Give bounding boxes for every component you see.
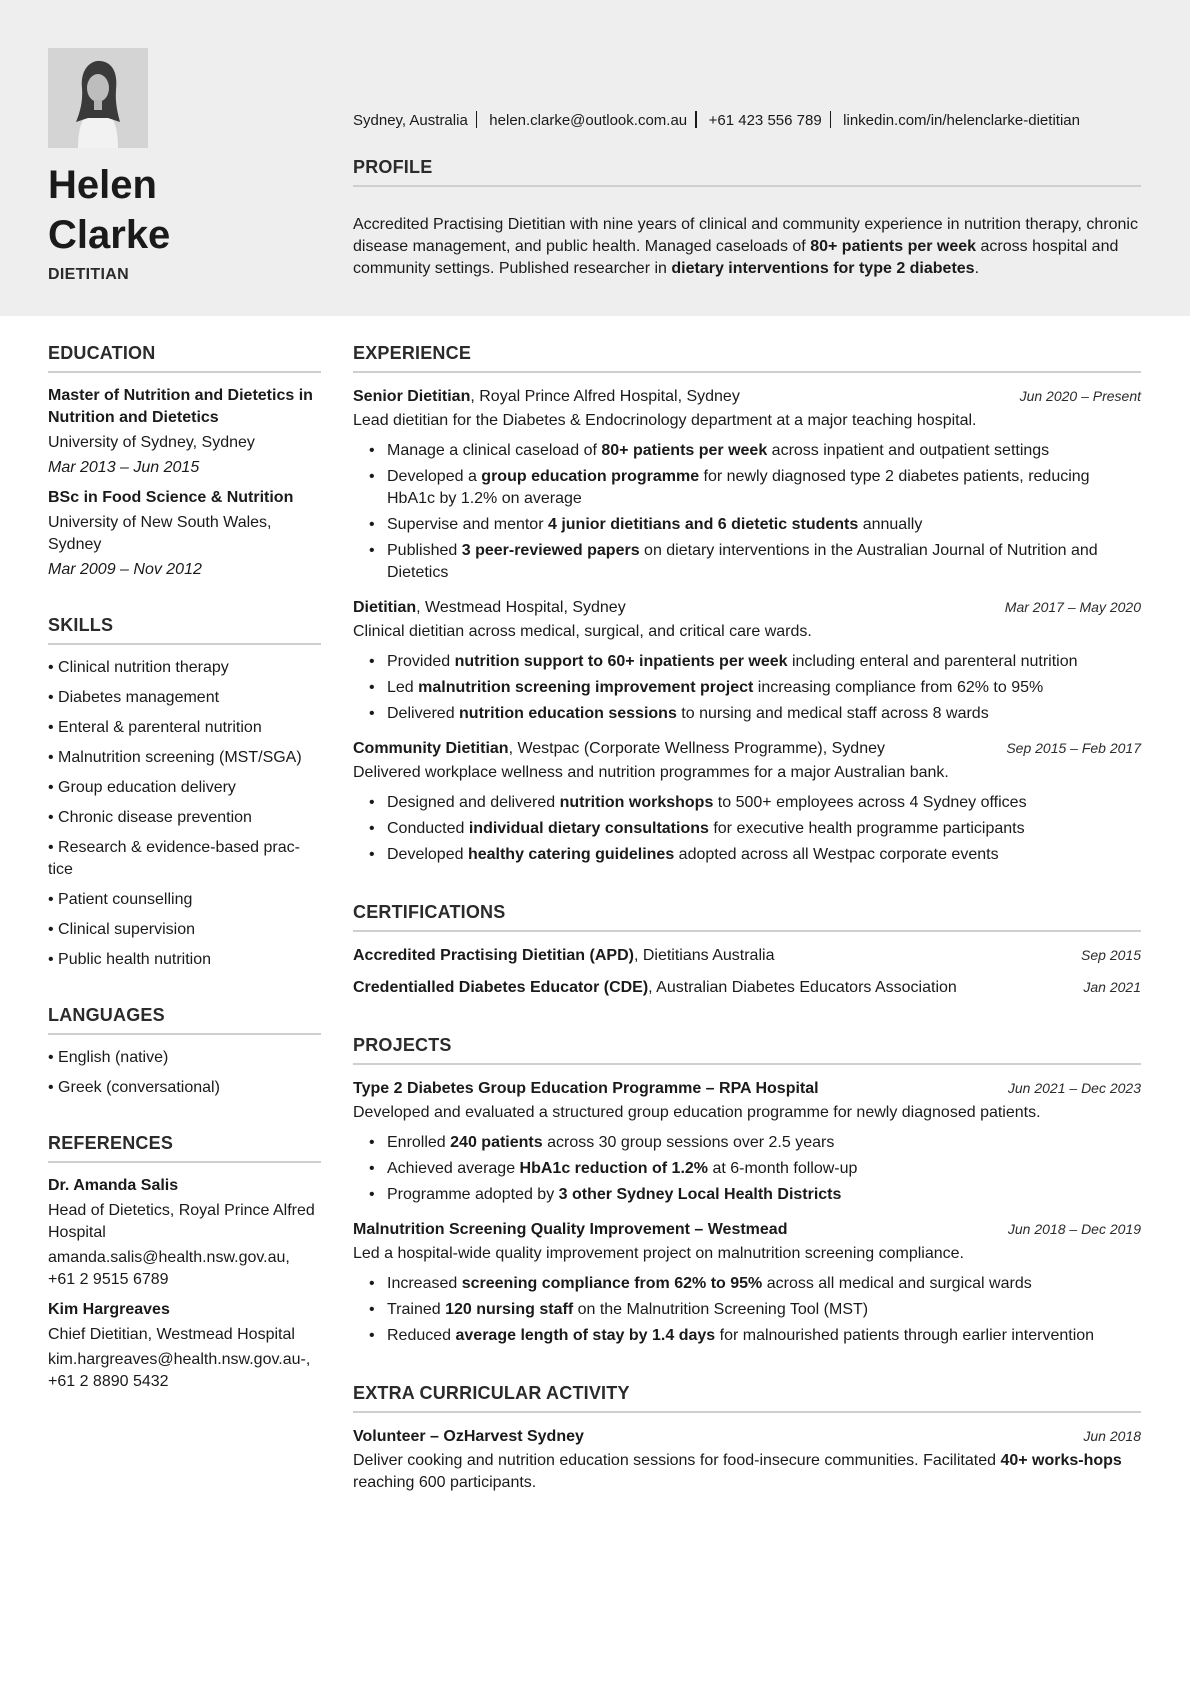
certification-item: Credentialled Diabetes Educator (CDE), Australian Diabetes Educators Association Jan 2021 [353, 976, 1141, 999]
language-item: • Greek (conversational) [48, 1079, 220, 1096]
project-entry [353, 1218, 1141, 1347]
candidate-name [48, 160, 308, 260]
list-item: • Conducted individual dietary consultations for executive health programme participants [369, 818, 1141, 840]
education-section [48, 343, 321, 581]
project-description: Developed and evaluated a structured group education programme for newly diagnosed patients. [353, 1104, 1041, 1121]
certifications-section [353, 902, 1141, 999]
list-item: • Provided nutrition support to 60+ inpatients per week including enteral and parenteral nutrition [369, 651, 1141, 673]
list-item: • Increased screening compliance from 62% to 95% across all medical and surgical wards [369, 1273, 1141, 1295]
list-item: • Manage a clinical caseload of 80+ patients per week across inpatient and outpatient settings [369, 440, 1141, 462]
cert-date: Sep 2015 [1081, 947, 1141, 963]
section-title: LANGUAGES [48, 1005, 321, 1035]
project-title: Malnutrition Screening Quality Improvement – Westmead [353, 1221, 788, 1238]
job-entry [353, 385, 1141, 584]
skill-item: • Research & evidence-based prac-tice [48, 839, 300, 878]
left-column [48, 343, 321, 1427]
degree: Master of Nutrition and Dietetics in Nutrition and Dietetics [48, 387, 313, 426]
profile-section [353, 157, 1141, 280]
skill-item: • Clinical supervision [48, 921, 195, 938]
list-item: • Developed a group education programme for newly diagnosed type 2 diabetes patients, reducing HbA1c by 1.2% on average [369, 466, 1141, 510]
list-item: • Programme adopted by 3 other Sydney Local Health Districts [369, 1184, 1141, 1206]
date: Mar 2013 – Jun 2015 [48, 459, 200, 476]
job-heading: Dietitian, Westmead Hospital, Sydney [353, 599, 626, 616]
job-entry [353, 737, 1141, 866]
degree: BSc in Food Science & Nutrition [48, 489, 294, 506]
languages-list [48, 1047, 321, 1099]
skill-item: • Malnutrition screening (MST/SGA) [48, 749, 302, 766]
list-item: • Developed healthy catering guidelines adopted across all Westpac corporate events [369, 844, 1141, 866]
job-date: Mar 2017 – May 2020 [1004, 599, 1141, 615]
first-name: Helen [48, 163, 157, 207]
reference-contact[interactable]: kim.hargreaves@health.nsw.gov.au-, +61 2 8890 5432 [48, 1351, 311, 1390]
divider [476, 111, 478, 128]
job-date: Jun 2020 – Present [1019, 388, 1141, 404]
job-description: Clinical dietitian across medical, surgical, and critical care wards. [353, 623, 812, 640]
reference-name: Kim Hargreaves [48, 1301, 170, 1318]
section-title: PROJECTS [353, 1035, 1141, 1065]
reference-position: Chief Dietitian, Westmead Hospital [48, 1326, 295, 1343]
language-item: • English (native) [48, 1049, 169, 1066]
list-item: • Delivered nutrition education sessions to nursing and medical staff across 8 wards [369, 703, 1141, 725]
divider [695, 111, 697, 128]
resume-header [0, 0, 1190, 316]
projects-section [353, 1035, 1141, 1347]
reference-name: Dr. Amanda Salis [48, 1177, 179, 1194]
project-bullets [353, 1132, 1141, 1206]
education-item [48, 487, 321, 581]
skill-item: • Patient counselling [48, 891, 193, 908]
reference-position: Head of Dietetics, Royal Prince Alfred Hospital [48, 1202, 315, 1241]
list-item: • Trained 120 nursing staff on the Malnutrition Screening Tool (MST) [369, 1299, 1141, 1321]
list-item: • Published 3 peer-reviewed papers on dietary interventions in the Australian Journal of Nutrition and Dietetics [369, 540, 1141, 584]
activity-title: Volunteer – OzHarvest Sydney [353, 1428, 584, 1445]
section-title: SKILLS [48, 615, 321, 645]
education-item [48, 385, 321, 479]
activity-entry [353, 1425, 1141, 1494]
section-title: EDUCATION [48, 343, 321, 373]
job-date: Sep 2015 – Feb 2017 [1006, 740, 1141, 756]
date: Mar 2009 – Nov 2012 [48, 561, 202, 578]
certification-item: Accredited Practising Dietitian (APD), Dietitians Australia Sep 2015 [353, 944, 1141, 967]
divider [830, 111, 832, 128]
skill-item: • Enteral & parenteral nutrition [48, 719, 262, 736]
extra-curricular-section [353, 1383, 1141, 1494]
job-bullets [353, 792, 1141, 866]
list-item: • Reduced average length of stay by 1.4 days for malnourished patients through earlier intervention [369, 1325, 1141, 1347]
job-heading: Senior Dietitian, Royal Prince Alfred Hospital, Sydney [353, 388, 740, 405]
skill-item: • Public health nutrition [48, 951, 212, 968]
last-name: Clarke [48, 213, 171, 257]
person-photo-icon [48, 48, 148, 148]
section-title: EXPERIENCE [353, 343, 1141, 373]
contact-phone[interactable]: +61 423 556 789 [708, 112, 822, 129]
project-date: Jun 2021 – Dec 2023 [1007, 1080, 1141, 1096]
contact-bar [353, 111, 1080, 129]
languages-section [48, 1005, 321, 1099]
section-title: REFERENCES [48, 1133, 321, 1163]
section-title: PROFILE [353, 157, 1141, 187]
list-item: • Supervise and mentor 4 junior dietitians and 6 dietetic students annually [369, 514, 1141, 536]
job-bullets [353, 440, 1141, 584]
cert-date: Jan 2021 [1083, 979, 1141, 995]
job-entry [353, 596, 1141, 725]
skills-list [48, 657, 321, 971]
right-column [353, 343, 1141, 1530]
project-entry [353, 1077, 1141, 1206]
activity-date: Jun 2018 [1083, 1428, 1141, 1444]
activity-description: Deliver cooking and nutrition education sessions for food-insecure communities. Facilitated 40+ works-hops reaching 600 participants. [353, 1452, 1122, 1491]
reference-item [48, 1299, 321, 1393]
section-title: CERTIFICATIONS [353, 902, 1141, 932]
skills-section [48, 615, 321, 971]
skill-item: • Clinical nutrition therapy [48, 659, 229, 676]
contact-linkedin[interactable]: linkedin.com/in/helenclarke-dietitian [843, 112, 1080, 129]
references-section [48, 1133, 321, 1393]
job-description: Delivered workplace wellness and nutrition programmes for a major Australian bank. [353, 764, 949, 781]
skill-item: • Diabetes management [48, 689, 220, 706]
project-description: Led a hospital-wide quality improvement project on malnutrition screening compliance. [353, 1245, 964, 1262]
skill-item: • Group education delivery [48, 779, 236, 796]
list-item: • Enrolled 240 patients across 30 group sessions over 2.5 years [369, 1132, 1141, 1154]
profile-photo [48, 48, 148, 148]
experience-section [353, 343, 1141, 866]
project-date: Jun 2018 – Dec 2019 [1007, 1221, 1141, 1237]
profile-summary: Accredited Practising Dietitian with nine years of clinical and community experience in nutrition therapy, chronic disease management, and public health. Managed caseloads of 80+ patients per week across hospital and community settings. Published researcher in dietary interventions for type 2 diabetes. [353, 216, 1138, 277]
job-bullets [353, 651, 1141, 725]
contact-location: Sydney, Australia [353, 112, 468, 129]
reference-contact[interactable]: amanda.salis@health.nsw.gov.au, +61 2 9515 6789 [48, 1249, 290, 1288]
list-item: • Led malnutrition screening improvement project increasing compliance from 62% to 95% [369, 677, 1141, 699]
list-item: • Designed and delivered nutrition workshops to 500+ employees across 4 Sydney offices [369, 792, 1141, 814]
list-item: • Achieved average HbA1c reduction of 1.2% at 6-month follow-up [369, 1158, 1141, 1180]
section-title: EXTRA CURRICULAR ACTIVITY [353, 1383, 1141, 1413]
project-title: Type 2 Diabetes Group Education Programme – RPA Hospital [353, 1080, 819, 1097]
job-role: DIETITIAN [48, 266, 129, 283]
reference-item [48, 1175, 321, 1291]
skill-item: • Chronic disease prevention [48, 809, 252, 826]
job-description: Lead dietitian for the Diabetes & Endocrinology department at a major teaching hospital. [353, 412, 977, 429]
contact-email[interactable]: helen.clarke@outlook.com.au [489, 112, 688, 129]
school: University of New South Wales, Sydney [48, 514, 272, 553]
job-heading: Community Dietitian, Westpac (Corporate Wellness Programme), Sydney [353, 740, 885, 757]
project-bullets [353, 1273, 1141, 1347]
school: University of Sydney, Sydney [48, 434, 255, 451]
